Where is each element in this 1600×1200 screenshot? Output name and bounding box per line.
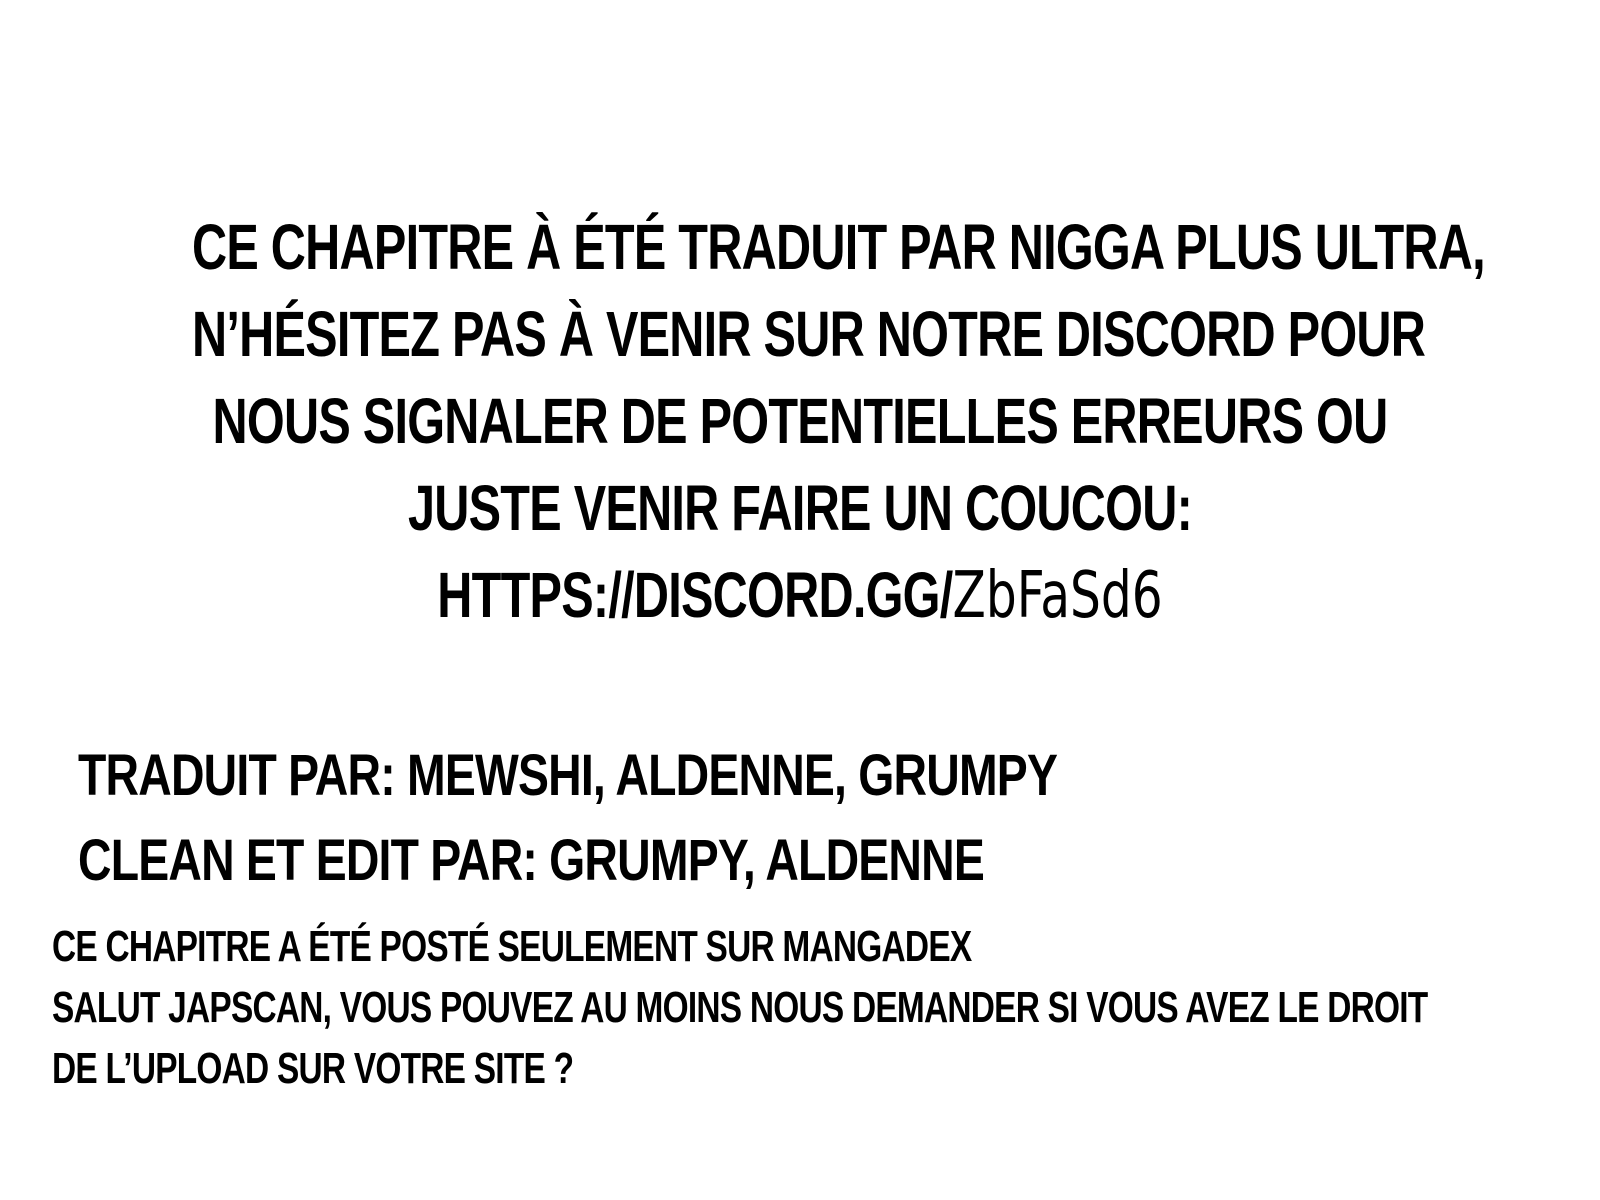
notice-line-4: JUSTE VENIR FAIRE UN COUCOU: (407, 472, 1193, 544)
credit-clean-edit: CLEAN ET EDIT PAR: GRUMPY, ALDENNE (78, 828, 984, 893)
credit-translation: TRADUIT PAR: MEWSHI, ALDENNE, GRUMPY (78, 743, 1058, 808)
translator-notice (192, 204, 1485, 640)
notice-line-1: CE CHAPITRE À ÉTÉ TRADUIT PAR NIGGA PLUS ULTRA, (192, 211, 1485, 283)
credits-list (78, 733, 1057, 903)
footer-line-3: DE L’UPLOAD SUR VOTRE SITE ? (52, 1044, 574, 1093)
discord-url (192, 552, 1408, 640)
notice-line-3: NOUS SIGNALER DE POTENTIELLES ERREURS OU (212, 385, 1388, 457)
footer-line-1: CE CHAPITRE A ÉTÉ POSTÉ SEULEMENT SUR MANGADEX (52, 922, 972, 971)
footer-line-2: SALUT JAPSCAN, VOUS POUVEZ AU MOINS NOUS DEMANDER SI VOUS AVEZ LE DROIT (52, 983, 1428, 1032)
upload-notice (52, 916, 1427, 1099)
discord-url-prefix: HTTPS://DISCORD.GG/ (437, 559, 953, 631)
discord-invite-code: ZbFaSd6 (952, 559, 1163, 633)
notice-line-2: N’HÉSITEZ PAS À VENIR SUR NOTRE DISCORD POUR (192, 298, 1426, 370)
